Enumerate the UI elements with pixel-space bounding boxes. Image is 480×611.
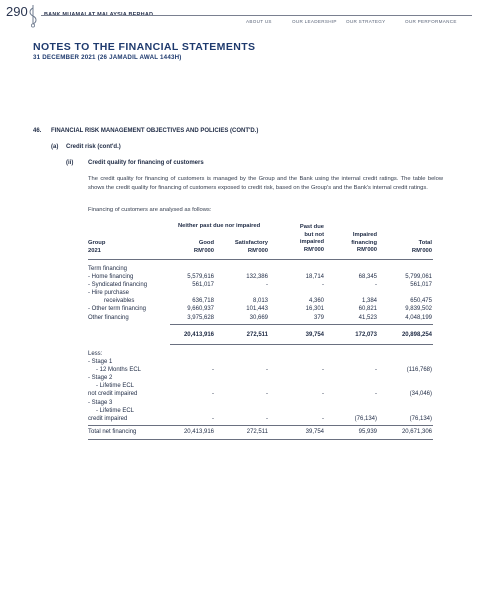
bank-logo-icon (27, 4, 39, 28)
header-divider (41, 15, 472, 16)
subsection-a-heading: Credit risk (cont'd.) (66, 144, 121, 150)
subsection-a-label: (a) (51, 144, 59, 150)
table-row: - Stage 1 (88, 359, 113, 366)
table-row: Term financing (88, 266, 128, 272)
table-row: - Other term financing 9,660,937 101,443 16,301 60,821 9,839,502 (88, 306, 432, 313)
row-header-group: Group 2021 (88, 240, 106, 254)
table-row: - 12 Months ECL - - - - (116,768) (96, 367, 432, 374)
subsection-ii-heading: Credit quality for financing of customers (88, 160, 204, 166)
nav-link-our-strategy[interactable]: OUR STRATEGY (346, 19, 386, 24)
column-header-satisfactory: Satisfactory RM'000 (234, 240, 268, 254)
intro-paragraph: The credit quality for financing of customers is managed by the Group and the Bank using the internal credit ratings. The table below shows the credit quality for financing of customers exposed to credit risk, based on the Group's and the Bank's internal credit ratings. (88, 176, 443, 191)
table-row: Other financing 3,975,628 30,669 379 41,523 4,048,199 (88, 314, 432, 321)
column-header-impaired: Impaired financing RM'000 (351, 232, 377, 254)
column-header-past-due: Past due but not impaired RM'000 (299, 224, 324, 253)
section-number: 46. (33, 128, 42, 134)
column-header-total: Total RM'000 (411, 240, 432, 254)
total-top-rule (88, 425, 433, 426)
table-row: receivables 636,718 8,013 4,360 1,384 650,475 (104, 298, 432, 305)
section-heading: FINANCIAL RISK MANAGEMENT OBJECTIVES AND POLICIES (CONT'D.) (51, 128, 259, 134)
total-bottom-rule (88, 439, 433, 440)
header-rule (88, 259, 433, 260)
ecl-rows (0, 350, 480, 423)
subtotal-row: 20,413,916 272,511 39,754 172,073 20,898,254 (183, 332, 432, 338)
column-header-good: Good RM'000 (193, 240, 214, 254)
table-row: - Hire purchase (88, 290, 130, 297)
total-row: Total net financing 20,413,916 272,511 39,754 95,939 20,671,306 (88, 429, 432, 435)
table-row: - Stage 2 (88, 375, 113, 382)
table-row: Less: (88, 351, 103, 357)
page-title: NOTES TO THE FINANCIAL STATEMENTS (33, 41, 256, 53)
financing-rows (0, 265, 480, 322)
nav-link-about-us[interactable]: ABOUT US (246, 19, 272, 24)
table-row: - Home financing 5,579,616 132,386 18,714 68,345 5,799,061 (88, 274, 432, 281)
page-subtitle: 31 DECEMBER 2021 (26 JAMADIL AWAL 1443H) (33, 54, 182, 61)
table-row: - Stage 3 (88, 399, 113, 406)
table-row: - Syndicated financing 561,017 - - - 561,017 (88, 282, 432, 289)
total-label: Total net financing (88, 429, 137, 435)
nav-link-our-performance[interactable]: OUR PERFORMANCE (405, 19, 457, 24)
table-row: - Lifetime ECL (96, 383, 135, 390)
table-row: credit impaired - - - (76,134) (76,134) (88, 415, 432, 422)
neither-past-due-header: Neither past due nor impaired (178, 223, 261, 229)
bank-name: BANK MUAMALAT MALAYSIA BERHAD (44, 12, 154, 18)
table-row: not credit impaired - - - - (34,046) (88, 391, 432, 398)
subtotal-top-rule (170, 324, 433, 325)
subsection-ii-label: (ii) (66, 160, 74, 166)
table-row: - Lifetime ECL (96, 407, 135, 414)
analysis-note: Financing of customers are analysed as follows: (88, 207, 212, 213)
subtotal-bottom-rule (170, 344, 433, 345)
page-number: 290 (6, 4, 28, 19)
nav-link-our-leadership[interactable]: OUR LEADERSHIP (292, 19, 337, 24)
